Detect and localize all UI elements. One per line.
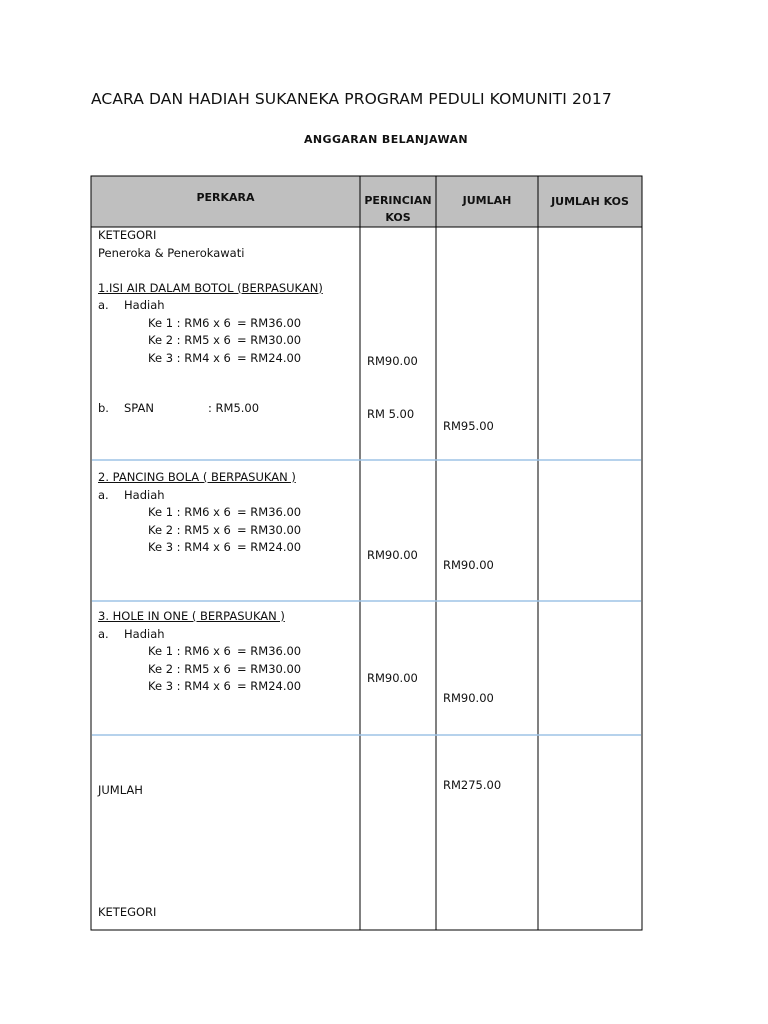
header-jumlah-kos: JUMLAH KOS [551, 195, 629, 208]
header-perkara: PERKARA [196, 191, 255, 204]
item-label: Hadiah [124, 626, 165, 641]
prize-rank: Ke 2 : RM5 x 6 [148, 661, 231, 676]
event-title-3: 3. HOLE IN ONE ( BERPASUKAN ) [98, 609, 285, 623]
section-1-perkara [98, 227, 356, 367]
prize-total: = RM36.00 [237, 505, 302, 519]
section-1-perincian-a: RM90.00 [367, 354, 418, 368]
header-perincian-kos: PERINCIAN KOS [364, 194, 432, 224]
section-2-jumlah: RM90.00 [443, 558, 494, 572]
item-value: : RM5.00 [208, 401, 260, 415]
category-name: Peneroka & Penerokawati [98, 245, 245, 260]
prize-rank: Ke 1 : RM6 x 6 [148, 644, 231, 658]
prize-total: = RM24.00 [237, 350, 302, 365]
next-category-label: KETEGORI [98, 905, 157, 919]
prize-rank: Ke 3 : RM4 x 6 [148, 679, 231, 693]
item-label: Hadiah [124, 298, 165, 312]
section-1-perincian-b: RM 5.00 [367, 407, 415, 421]
item-marker: b. [98, 401, 109, 415]
prize-rank: Ke 3 : RM4 x 6 [148, 350, 231, 365]
prize-total: = RM24.00 [237, 540, 302, 554]
section-3-perincian: RM90.00 [367, 671, 418, 685]
budget-subtitle: ANGGARAN BELANJAWAN [304, 133, 469, 146]
prize-total: = RM36.00 [237, 315, 302, 330]
prize-total: = RM30.00 [237, 522, 302, 537]
section-2-perincian: RM90.00 [367, 548, 418, 562]
prize-rank: Ke 3 : RM4 x 6 [148, 540, 231, 554]
item-marker: a. [98, 298, 109, 312]
header-jumlah: JUMLAH [462, 194, 512, 207]
prize-total: = RM30.00 [237, 661, 302, 676]
section-3-jumlah: RM90.00 [443, 691, 494, 705]
prize-rank: Ke 2 : RM5 x 6 [148, 333, 231, 347]
total-label: JUMLAH [98, 783, 143, 797]
section-1-item-b [98, 400, 356, 418]
prize-total: = RM36.00 [237, 644, 302, 658]
prize-rank: Ke 2 : RM5 x 6 [148, 522, 231, 537]
prize-rank: Ke 1 : RM6 x 6 [148, 505, 231, 519]
total-value: RM275.00 [443, 778, 502, 792]
prize-rank: Ke 1 : RM6 x 6 [148, 315, 231, 330]
event-title-2: 2. PANCING BOLA ( BERPASUKAN ) [98, 470, 296, 484]
page-title: ACARA DAN HADIAH SUKANEKA PROGRAM PEDULI KOMUNITI 2017 [91, 90, 612, 108]
section-2-perkara [98, 469, 356, 557]
item-marker: a. [98, 487, 109, 502]
item-label: Hadiah [124, 487, 165, 502]
event-title-1: 1.ISI AIR DALAM BOTOL (BERPASUKAN) [98, 280, 323, 295]
section-3-perkara [98, 608, 356, 696]
prize-total: = RM30.00 [237, 333, 302, 347]
prize-total: = RM24.00 [237, 679, 302, 693]
item-label: SPAN [124, 401, 154, 415]
category-label: KETEGORI [98, 228, 157, 242]
item-marker: a. [98, 626, 109, 641]
section-1-jumlah: RM95.00 [443, 419, 494, 433]
